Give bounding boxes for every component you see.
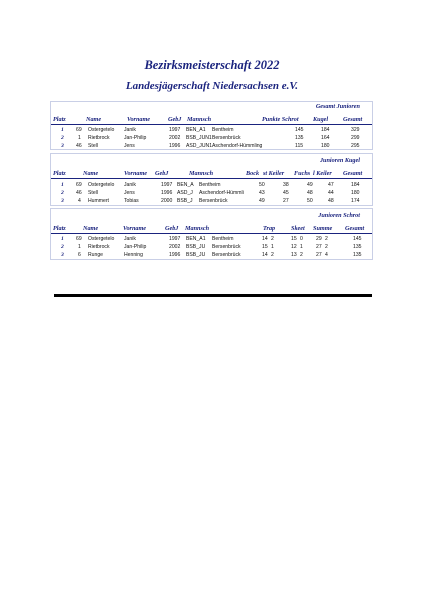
page-subtitle: Landesjägerschaft Niedersachsen e.V.: [125, 80, 299, 92]
cell-gesamt: 295: [351, 143, 360, 149]
cell-gesamt: 145: [353, 236, 362, 242]
cell-nr: 4: [78, 198, 81, 204]
cell-bock: 49: [259, 198, 265, 204]
cell-verein: Bentheim: [212, 127, 234, 133]
header-mannsch: Mannsch: [187, 116, 212, 123]
cell-verein: Bentheim: [212, 236, 234, 242]
table-row: [51, 197, 372, 205]
header-fuchs: Fuchs: [294, 170, 311, 177]
header-gesamt: Gesamt: [343, 170, 363, 177]
cell-vorname: Henning: [124, 252, 143, 258]
header-platz: Platz: [53, 170, 66, 177]
table-junioren-schrot: [50, 208, 373, 260]
cell-skeet: 15: [291, 236, 297, 242]
cell-mannsch: ASD_JUN1: [186, 143, 213, 149]
cell-vorname: Tobias: [124, 198, 139, 204]
cell-l-keiler: 44: [328, 190, 334, 196]
cell-mannsch: BEN_A: [177, 182, 194, 188]
cell-schrot: 115: [295, 143, 304, 149]
table-row: [51, 235, 372, 243]
cell-name: Runge: [88, 252, 104, 258]
cell-kugel: 180: [321, 143, 330, 149]
header-skeet: Skeet: [291, 225, 305, 232]
cell-trap-2: 2: [271, 236, 274, 242]
cell-name: Stell: [88, 190, 98, 196]
cell-name: Ostergetelo: [88, 182, 115, 188]
cell-skeet-2: 0: [300, 236, 303, 242]
cell-st-keiler: 27: [283, 198, 289, 204]
cell-fuchs: 49: [307, 182, 313, 188]
table-row: [51, 142, 372, 150]
cell-trap-2: 1: [271, 244, 274, 250]
cell-nr: 69: [76, 182, 82, 188]
cell-gebj: 1997: [169, 236, 181, 242]
cell-schrot: 145: [295, 127, 304, 133]
section-title: Junioren Schrot: [318, 212, 360, 219]
cell-bock: 50: [259, 182, 265, 188]
cell-verein: Aschendorf-Hümmli: [199, 190, 244, 196]
cell-gesamt: 180: [351, 190, 360, 196]
cell-trap-2: 2: [271, 252, 274, 258]
cell-nr: 6: [78, 252, 81, 258]
table-row: [51, 181, 372, 189]
cell-summe: 29: [316, 236, 322, 242]
cell-name: Ostergetelo: [88, 127, 115, 133]
cell-schrot: 135: [295, 135, 304, 141]
header-vorname: Vorname: [124, 170, 148, 177]
cell-kugel: 184: [321, 127, 330, 133]
cell-gesamt: 329: [351, 127, 360, 133]
cell-gebj: 1997: [161, 182, 173, 188]
table-junioren-kugel: [50, 153, 373, 206]
header-kugel: Kugel: [313, 116, 329, 123]
cell-fuchs: 50: [307, 198, 313, 204]
cell-summe-2: 2: [325, 236, 328, 242]
bottom-divider: [54, 294, 372, 297]
header-summe: Summe: [313, 225, 333, 232]
cell-summe: 27: [316, 252, 322, 258]
cell-gebj: 1996: [169, 252, 181, 258]
cell-skeet: 12: [291, 244, 297, 250]
header-vorname: Vorname: [123, 225, 147, 232]
cell-summe-2: 4: [325, 252, 328, 258]
cell-vorname: Jan-Philip: [124, 135, 147, 141]
cell-mannsch: BEN_A1: [186, 236, 206, 242]
cell-verein: Bersenbrück: [212, 135, 241, 141]
table-row: [51, 134, 372, 142]
cell-name: Rietbrock: [88, 135, 110, 141]
cell-mannsch: BSB_J: [177, 198, 193, 204]
cell-gebj: 1996: [169, 143, 181, 149]
cell-gesamt: 184: [351, 182, 360, 188]
cell-platz: 1: [61, 236, 64, 242]
section-title: Gesamt Junioren: [315, 103, 360, 110]
header-gebj: GebJ: [168, 116, 182, 123]
cell-gesamt: 135: [353, 252, 362, 258]
cell-platz: 3: [61, 143, 64, 149]
header-bock: Bock: [246, 170, 260, 177]
cell-vorname: Janik: [124, 127, 136, 133]
cell-gesamt: 135: [353, 244, 362, 250]
cell-gebj: 2002: [169, 244, 181, 250]
cell-name: Rietbrock: [88, 244, 110, 250]
header-punkte-schrot: Punkte Schrot: [262, 116, 299, 123]
cell-platz: 2: [61, 135, 64, 141]
cell-skeet: 13: [291, 252, 297, 258]
cell-vorname: Janik: [124, 236, 136, 242]
table-row: [51, 243, 372, 251]
cell-verein: Aschendorf-Hümmling: [212, 143, 263, 149]
cell-verein: Bersenbrück: [212, 244, 241, 250]
cell-nr: 69: [76, 236, 82, 242]
cell-name: Hummert: [88, 198, 109, 204]
cell-trap: 15: [262, 244, 268, 250]
header-l-keiler: l Keiler: [313, 170, 332, 177]
cell-summe-2: 2: [325, 244, 328, 250]
cell-kugel: 164: [321, 135, 330, 141]
cell-nr: 1: [78, 135, 81, 141]
cell-mannsch: BSB_JU: [186, 252, 206, 258]
header-gesamt: Gesamt: [345, 225, 365, 232]
cell-name: Stell: [88, 143, 98, 149]
cell-summe: 27: [316, 244, 322, 250]
header-st-keiler: st Keiler: [263, 170, 285, 177]
table-row: [51, 189, 372, 197]
table-gesamt-junioren: [50, 101, 373, 150]
cell-gebj: 2002: [169, 135, 181, 141]
cell-skeet-2: 1: [300, 244, 303, 250]
cell-mannsch: ASD_J: [177, 190, 193, 196]
cell-mannsch: BEN_A1: [186, 127, 206, 133]
cell-mannsch: BSB_JU: [186, 244, 206, 250]
cell-verein: Bentheim: [199, 182, 221, 188]
header-gebj: GebJ: [165, 225, 179, 232]
cell-vorname: Jens: [124, 190, 135, 196]
table-row: [51, 251, 372, 259]
cell-gebj: 1997: [169, 127, 181, 133]
cell-gesamt: 174: [351, 198, 360, 204]
cell-name: Ostergetelo: [88, 236, 115, 242]
header-mannsch: Mannsch: [185, 225, 210, 232]
cell-st-keiler: 45: [283, 190, 289, 196]
header-platz: Platz: [53, 116, 66, 123]
table-header: [51, 115, 372, 125]
table-header: [51, 169, 372, 179]
cell-verein: Bersenbrück: [199, 198, 228, 204]
header-vorname: Vorname: [127, 116, 151, 123]
cell-trap: 14: [262, 236, 268, 242]
cell-nr: 46: [76, 190, 82, 196]
cell-vorname: Jens: [124, 143, 135, 149]
header-mannsch: Mannsch: [189, 170, 214, 177]
cell-platz: 1: [61, 127, 64, 133]
cell-st-keiler: 38: [283, 182, 289, 188]
cell-platz: 2: [61, 190, 64, 196]
cell-gebj: 2000: [161, 198, 173, 204]
cell-bock: 43: [259, 190, 265, 196]
cell-gesamt: 299: [351, 135, 360, 141]
cell-platz: 2: [61, 244, 64, 250]
section-title: Junioren Kugel: [319, 157, 360, 164]
cell-l-keiler: 47: [328, 182, 334, 188]
table-row: [51, 126, 372, 134]
header-name: Name: [86, 116, 102, 123]
header-trap: Trap: [263, 225, 276, 232]
cell-skeet-2: 2: [300, 252, 303, 258]
cell-platz: 1: [61, 182, 64, 188]
cell-nr: 46: [76, 143, 82, 149]
header-platz: Platz: [53, 225, 66, 232]
cell-l-keiler: 48: [328, 198, 334, 204]
cell-mannsch: BSB_JUN1: [186, 135, 212, 141]
cell-vorname: Jan-Philip: [124, 244, 147, 250]
cell-platz: 3: [61, 252, 64, 258]
cell-gebj: 1996: [161, 190, 173, 196]
cell-nr: 1: [78, 244, 81, 250]
header-name: Name: [83, 225, 99, 232]
cell-platz: 3: [61, 198, 64, 204]
cell-nr: 69: [76, 127, 82, 133]
table-header: [51, 224, 372, 234]
header-gesamt: Gesamt: [343, 116, 363, 123]
cell-trap: 14: [262, 252, 268, 258]
cell-verein: Bersenbrück: [212, 252, 241, 258]
page-title: Bezirksmeisterschaft 2022: [144, 58, 280, 72]
cell-vorname: Janik: [124, 182, 136, 188]
cell-fuchs: 48: [307, 190, 313, 196]
header-gebj: GebJ: [155, 170, 169, 177]
header-name: Name: [83, 170, 99, 177]
